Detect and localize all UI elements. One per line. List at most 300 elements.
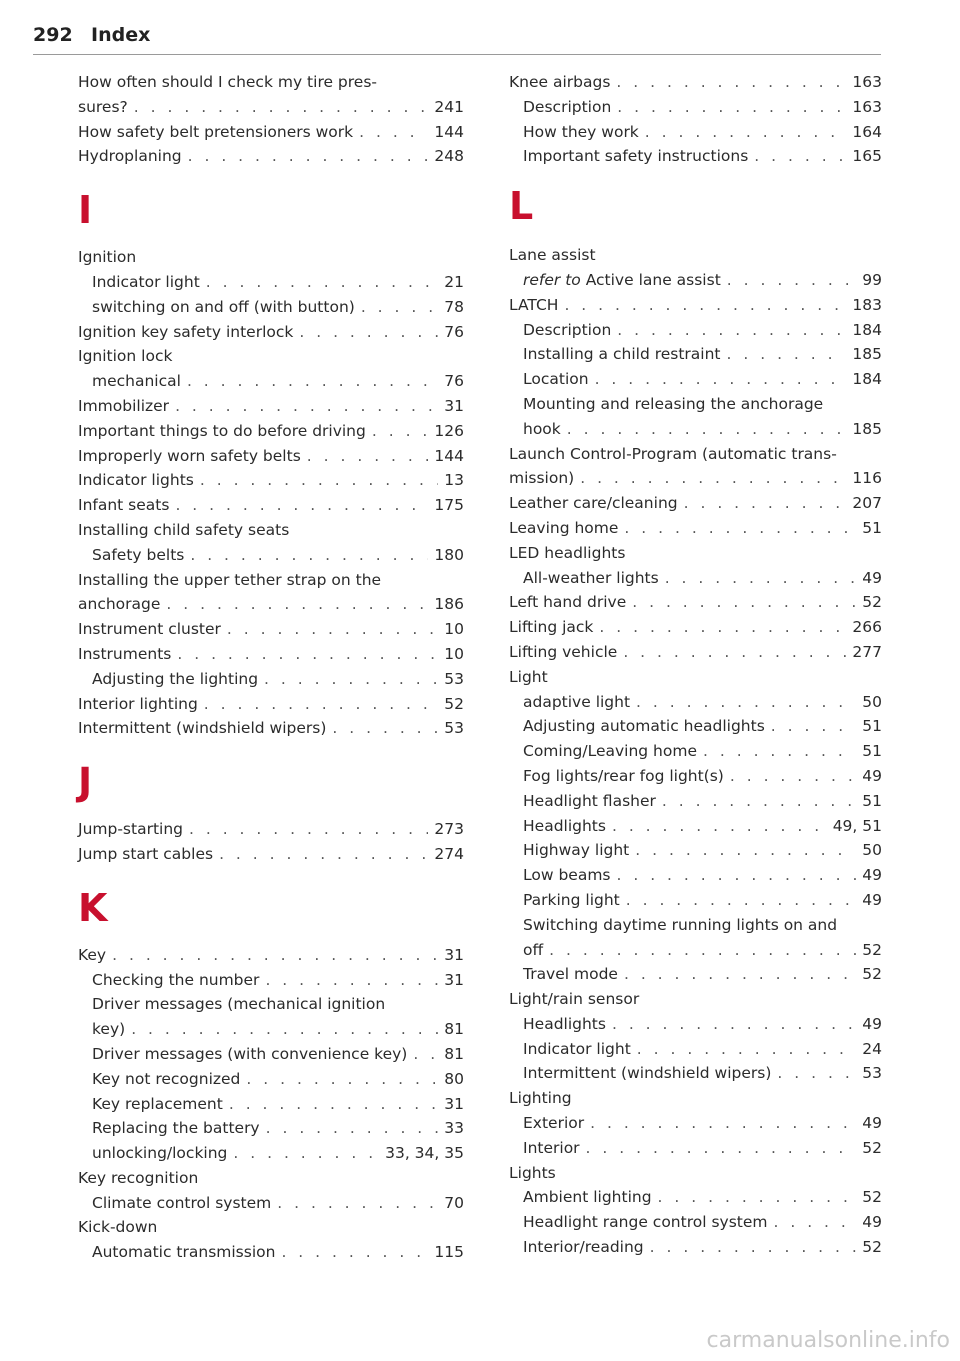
index-line (509, 640, 882, 665)
index-subentry (509, 342, 882, 367)
index-line (523, 120, 882, 145)
entry-text: Lighting (509, 1089, 572, 1108)
index-line (523, 938, 882, 963)
dot-leader (188, 144, 429, 169)
index-subentry (509, 913, 882, 963)
index-entry (78, 817, 464, 842)
index-line (92, 1092, 464, 1117)
index-line (523, 838, 882, 863)
index-entry (78, 493, 464, 518)
dot-leader (219, 842, 428, 867)
page-ref: 165 (852, 147, 882, 166)
index-entry (509, 70, 882, 95)
entry-text: How safety belt pretensioners work (78, 122, 354, 141)
entry-text: Headlights (523, 816, 606, 835)
index-line (523, 814, 882, 839)
dot-leader (650, 1235, 857, 1260)
entry-text: Exterior (523, 1114, 585, 1133)
entry-text-continued: key) (92, 1020, 126, 1039)
dot-leader (332, 716, 438, 741)
entry-text: Switching daytime running lights on and (523, 915, 838, 934)
dot-leader (206, 270, 438, 295)
page-ref: 266 (852, 618, 882, 637)
entry-text: Hydroplaning (78, 147, 182, 166)
entry-text: Key recognition (78, 1168, 199, 1187)
entry-text: Driver messages (with convenience key) (92, 1044, 408, 1063)
section-letter: I (78, 188, 93, 233)
page-ref: 49 (862, 1213, 882, 1232)
index-column-left (78, 70, 464, 1265)
section-title: Index (91, 24, 151, 46)
index-line (523, 1061, 882, 1086)
index-entry (78, 518, 464, 543)
index-line (78, 444, 464, 469)
index-line (509, 541, 882, 566)
entry-text: Headlights (523, 1014, 606, 1033)
page-ref: 52 (862, 1188, 882, 1207)
entry-text: Intermittent (windshield wipers) (523, 1064, 772, 1083)
dot-leader (187, 369, 438, 394)
index-line (523, 888, 882, 913)
page-ref: 52 (862, 1238, 882, 1257)
entry-text: Instruments (78, 644, 172, 663)
index-subentry (509, 838, 882, 863)
page-ref: 49 (862, 890, 882, 909)
index-line (92, 1042, 464, 1067)
index-entry (78, 120, 464, 145)
index-entry (78, 245, 464, 270)
dot-leader (177, 642, 438, 667)
page-ref: 53 (444, 669, 464, 688)
entry-text: Checking the number (92, 970, 260, 989)
index-line (92, 1067, 464, 1092)
index-subentry (509, 95, 882, 120)
index-line (92, 1141, 464, 1166)
index-subentry (78, 1240, 464, 1265)
page-ref: 49 (862, 568, 882, 587)
page-ref: 273 (434, 820, 464, 839)
entry-text: Ambient lighting (523, 1188, 652, 1207)
dot-leader (200, 468, 438, 493)
index-entry (78, 320, 464, 345)
entry-text: Installing a child restraint (523, 345, 721, 364)
index-line (523, 1111, 882, 1136)
index-line (92, 543, 464, 568)
index-line (523, 1210, 882, 1235)
index-line (78, 344, 464, 369)
page-ref: 33 (444, 1119, 464, 1138)
entry-text: Installing the upper tether strap on the (78, 570, 382, 589)
dot-leader (277, 1191, 438, 1216)
section-letter: K (78, 885, 108, 930)
page-ref: 51 (862, 717, 882, 736)
entry-text: Travel mode (523, 965, 618, 984)
index-line (523, 1012, 882, 1037)
page-ref: 184 (852, 370, 882, 389)
index-subentry (509, 1012, 882, 1037)
page-ref: 180 (434, 545, 464, 564)
entry-text: Parking light (523, 890, 620, 909)
page-ref: 185 (852, 345, 882, 364)
index-entry (78, 419, 464, 444)
entry-text: mechanical (92, 372, 181, 391)
dot-leader (665, 566, 857, 591)
dot-leader (134, 95, 429, 120)
page-ref: 116 (852, 469, 882, 488)
index-line (92, 968, 464, 993)
dot-leader (175, 394, 438, 419)
dot-leader (361, 295, 438, 320)
index-line (92, 270, 464, 295)
entry-text: Lifting vehicle (509, 642, 618, 661)
dot-leader (580, 466, 846, 491)
index-subentry (78, 992, 464, 1042)
page-ref: 21 (444, 272, 464, 291)
dot-leader (564, 293, 846, 318)
index-line (523, 1136, 882, 1161)
entry-text: Description (523, 320, 612, 339)
index-line (509, 491, 882, 516)
index-entry (78, 642, 464, 667)
entry-text: Replacing the battery (92, 1119, 260, 1138)
dot-leader (612, 1012, 856, 1037)
entry-text: Headlight flasher (523, 791, 656, 810)
entry-text: Mounting and releasing the anchorage (523, 394, 824, 413)
index-subentry (78, 1191, 464, 1216)
entry-text: Key replacement (92, 1094, 223, 1113)
index-subentry (78, 543, 464, 568)
dot-leader (617, 95, 846, 120)
entry-text: Jump start cables (78, 844, 214, 863)
index-line (92, 1240, 464, 1265)
index-subentry (509, 863, 882, 888)
page-ref: 99 (862, 270, 882, 289)
entry-text: Safety belts (92, 545, 185, 564)
index-entry (78, 617, 464, 642)
index-entry (509, 640, 882, 665)
entry-text: adaptive light (523, 692, 631, 711)
entry-text: Important safety instructions (523, 147, 749, 166)
entry-text: Leather care/cleaning (509, 494, 678, 513)
index-subentry (509, 714, 882, 739)
index-line (78, 692, 464, 717)
index-subentry (78, 968, 464, 993)
index-line (78, 245, 464, 270)
index-subentry (78, 369, 464, 394)
entry-text: Improperly worn safety belts (78, 446, 301, 465)
dot-leader (730, 764, 856, 789)
entry-text: LATCH (509, 295, 559, 314)
page-ref: 80 (444, 1069, 464, 1088)
page-ref: 81 (444, 1044, 464, 1063)
index-subentry (509, 1136, 882, 1161)
entry-text: Knee airbags (509, 73, 611, 91)
page-ref: 49 (862, 1114, 882, 1133)
entry-text: Leaving home (509, 518, 619, 537)
entry-text: Kick-down (78, 1218, 158, 1237)
dot-leader (617, 863, 857, 888)
index-subentry (509, 367, 882, 392)
entry-text: Lights (509, 1163, 556, 1182)
index-line (78, 817, 464, 842)
page-ref: 51 (862, 518, 882, 537)
entry-text: Light (509, 667, 548, 686)
index-line (523, 1037, 882, 1062)
index-line (523, 913, 882, 938)
index-line (92, 1116, 464, 1141)
page-ref: 24 (862, 1039, 882, 1058)
index-line (78, 320, 464, 345)
page-header (33, 22, 881, 55)
entry-text: Jump-starting (78, 820, 183, 839)
index-line (509, 1086, 882, 1111)
index-subentry (509, 888, 882, 913)
index-line (78, 943, 464, 968)
index-entry (78, 468, 464, 493)
index-line (509, 70, 882, 95)
index-line (92, 295, 464, 320)
index-line (78, 493, 464, 518)
index-line (509, 516, 882, 541)
dot-leader (658, 1185, 857, 1210)
entry-text: Interior (523, 1138, 580, 1157)
page-ref: 274 (434, 844, 464, 863)
dot-leader (413, 1042, 438, 1067)
index-line (509, 442, 882, 467)
dot-leader (754, 144, 846, 169)
page-ref: 52 (862, 940, 882, 959)
page-ref: 31 (444, 396, 464, 415)
index-subentry (509, 764, 882, 789)
index-line (509, 1161, 882, 1186)
dot-leader (624, 962, 856, 987)
entry-text: Lifting jack (509, 618, 594, 637)
entry-text: Climate control system (92, 1193, 272, 1212)
index-entry (509, 491, 882, 516)
entry-text: Infant seats (78, 496, 170, 515)
section-letter: L (509, 184, 534, 229)
index-line (509, 665, 882, 690)
section-letter: J (78, 760, 93, 805)
page-ref: 76 (444, 322, 464, 341)
index-entry (78, 344, 464, 369)
entry-text: Indicator light (523, 1039, 631, 1058)
entry-text: All-weather lights (523, 568, 659, 587)
index-subentry (78, 1092, 464, 1117)
index-entry (509, 615, 882, 640)
dot-leader (599, 615, 846, 640)
index-subentry (509, 1111, 882, 1136)
page-ref: 52 (862, 593, 882, 612)
index-subentry (78, 1141, 464, 1166)
entry-text: Driver messages (mechanical ignition (92, 995, 386, 1014)
dot-leader (616, 70, 846, 95)
index-subentry (509, 144, 882, 169)
dot-leader (617, 318, 846, 343)
dot-leader (727, 342, 847, 367)
index-subentry (509, 1210, 882, 1235)
index-entry (78, 70, 464, 120)
index-line (523, 417, 882, 442)
dot-leader (549, 938, 856, 963)
index-subentry (509, 1235, 882, 1260)
index-subentry (78, 295, 464, 320)
dot-leader (299, 320, 438, 345)
dot-leader (645, 120, 847, 145)
index-line (78, 394, 464, 419)
dot-leader (626, 888, 857, 913)
entry-text: Ignition lock (78, 347, 173, 366)
index-line (523, 1235, 882, 1260)
index-line (78, 144, 464, 169)
index-line (78, 95, 464, 120)
entry-text: Launch Control-Program (automatic trans- (509, 444, 837, 463)
index-entry (78, 842, 464, 867)
index-entry (509, 516, 882, 541)
index-line (509, 615, 882, 640)
index-line (509, 243, 882, 268)
index-line (92, 369, 464, 394)
entry-text: Fog lights/rear fog light(s) (523, 766, 724, 785)
dot-leader (265, 968, 438, 993)
dot-leader (636, 690, 856, 715)
index-line (509, 293, 882, 318)
page-ref: 164 (852, 122, 882, 141)
entry-text-continued: sures? (78, 97, 128, 116)
entry-text: Key not recognized (92, 1069, 241, 1088)
page-ref: 49 (862, 1014, 882, 1033)
dot-leader (264, 667, 438, 692)
index-subentry (509, 690, 882, 715)
index-line (523, 95, 882, 120)
page-ref: 51 (862, 791, 882, 810)
dot-leader (227, 617, 438, 642)
page-ref: 31 (444, 1094, 464, 1113)
index-line (78, 70, 464, 95)
entry-text: Left hand drive (509, 593, 627, 612)
index-subentry (78, 270, 464, 295)
index-line (92, 1017, 464, 1042)
page-ref: 50 (862, 841, 882, 860)
index-line (78, 617, 464, 642)
index-entry (509, 293, 882, 318)
index-entry (509, 541, 882, 566)
index-entry (509, 243, 882, 268)
entry-text: refer to Active lane assist (523, 270, 721, 289)
page-ref: 52 (862, 1138, 882, 1157)
page-ref: 207 (852, 494, 882, 513)
entry-text: Location (523, 370, 589, 389)
page-ref: 10 (444, 644, 464, 663)
dot-leader (612, 814, 827, 839)
page-ref: 70 (444, 1193, 464, 1212)
index-line (523, 690, 882, 715)
dot-leader (233, 1141, 379, 1166)
entry-text: Ignition (78, 248, 137, 267)
index-subentry (509, 814, 882, 839)
index-subentry (78, 1042, 464, 1067)
index-line (509, 590, 882, 615)
index-entry (78, 692, 464, 717)
dot-leader (166, 592, 428, 617)
dot-leader (774, 1210, 857, 1235)
index-column-right (509, 70, 882, 1260)
index-line (523, 566, 882, 591)
entry-text: Adjusting automatic headlights (523, 717, 765, 736)
index-line (523, 318, 882, 343)
index-subentry (509, 789, 882, 814)
index-subentry (78, 1116, 464, 1141)
index-line (92, 1191, 464, 1216)
index-subentry (509, 739, 882, 764)
index-entry (78, 943, 464, 968)
entry-text: Important things to do before driving (78, 421, 366, 440)
page-ref: 144 (434, 122, 464, 141)
index-line (78, 468, 464, 493)
page-ref: 81 (444, 1020, 464, 1039)
index-line (523, 367, 882, 392)
page-ref: 51 (862, 742, 882, 761)
dot-leader (131, 1017, 438, 1042)
page-ref: 144 (434, 446, 464, 465)
index-line (523, 764, 882, 789)
entry-text: Light/rain sensor (509, 990, 640, 1009)
index-entry (78, 568, 464, 618)
dot-leader (595, 367, 847, 392)
index-line (78, 842, 464, 867)
dot-leader (266, 1116, 439, 1141)
index-subentry (78, 1067, 464, 1092)
index-line (92, 992, 464, 1017)
index-subentry (509, 268, 882, 293)
index-entry (509, 665, 882, 690)
dot-leader (590, 1111, 856, 1136)
dot-leader (586, 1136, 857, 1161)
dot-leader (307, 444, 429, 469)
page-ref: 126 (434, 421, 464, 440)
dot-leader (204, 692, 438, 717)
index-entry (78, 716, 464, 741)
page-ref: 277 (852, 642, 882, 661)
index-line (92, 667, 464, 692)
dot-leader (567, 417, 847, 442)
dot-leader (372, 419, 429, 444)
entry-text-continued: mission) (509, 469, 575, 488)
index-line (78, 419, 464, 444)
page-ref: 175 (434, 496, 464, 515)
index-line (523, 268, 882, 293)
entry-text: Key (78, 945, 107, 964)
page-ref: 50 (862, 692, 882, 711)
page-ref: 241 (434, 97, 464, 116)
dot-leader (624, 516, 856, 541)
page-ref: 163 (852, 73, 882, 91)
page-number: 292 (33, 24, 73, 46)
index-line (523, 392, 882, 417)
index-subentry (509, 318, 882, 343)
dot-leader (190, 543, 428, 568)
page-ref: 53 (444, 719, 464, 738)
entry-text: unlocking/locking (92, 1144, 228, 1163)
index-line (78, 518, 464, 543)
entry-text-continued: hook (523, 419, 561, 438)
index-subentry (509, 120, 882, 145)
dot-leader (189, 817, 428, 842)
entry-text: Immobilizer (78, 396, 170, 415)
page-ref: 10 (444, 620, 464, 639)
index-line (523, 1185, 882, 1210)
index-line (523, 789, 882, 814)
